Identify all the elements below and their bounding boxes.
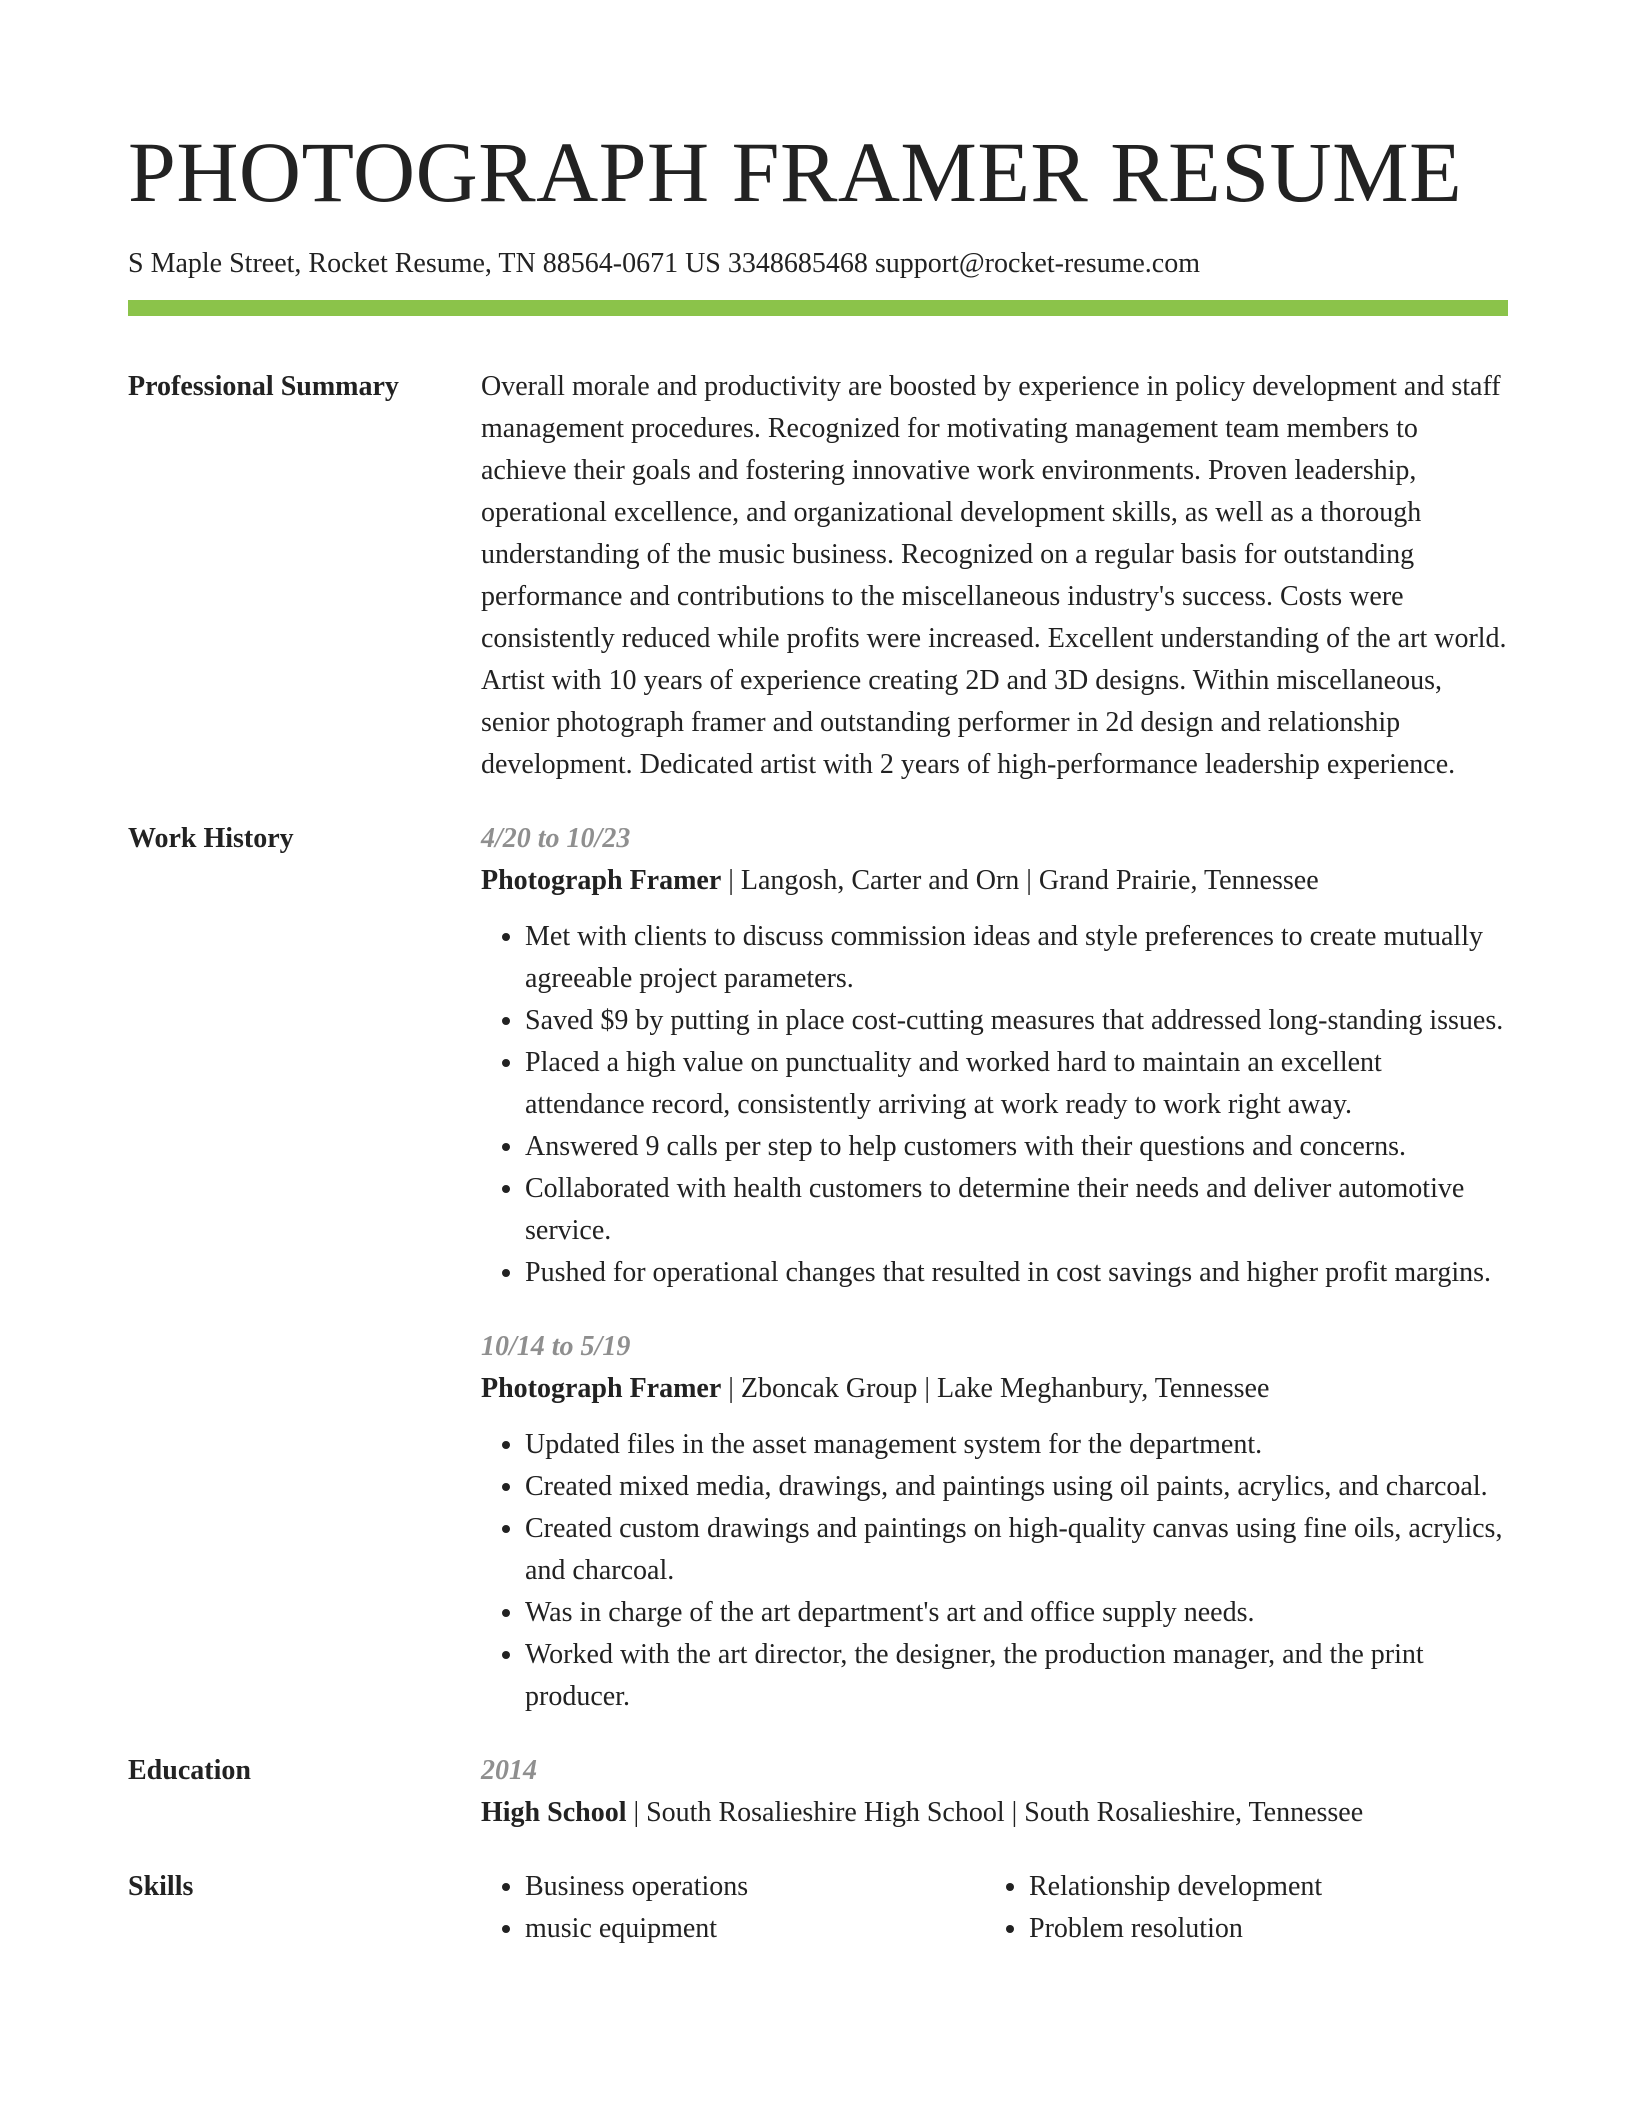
work-history-section	[128, 818, 1508, 1718]
job-details: | Langosh, Carter and Orn | Grand Prairie, Tennessee	[721, 865, 1319, 896]
contact-line: S Maple Street, Rocket Resume, TN 88564-0671 US 3348685468 support@rocket-resume.com	[128, 248, 1200, 279]
skills-heading: Skills	[128, 1871, 194, 1902]
job-title: Photograph Framer	[481, 1373, 722, 1404]
summary-heading: Professional Summary	[128, 371, 399, 402]
education-body	[481, 1750, 1508, 1834]
job-bullet: • Was in charge of the art department's art and office supply needs.	[525, 1592, 1508, 1634]
summary-section	[128, 366, 1508, 786]
job-bullets	[481, 916, 1508, 1294]
job-line	[481, 860, 1508, 902]
job-details: | Zboncak Group | Lake Meghanbury, Tennessee	[721, 1373, 1270, 1404]
job-bullet: • Answered 9 calls per step to help customers with their questions and concerns.	[525, 1126, 1508, 1168]
job-dates: 4/20 to 10/23	[481, 823, 631, 854]
job-bullet: • Placed a high value on punctuality and worked hard to maintain an excellent attendance record, consistently arriving at work ready to work right away.	[525, 1042, 1508, 1126]
skill-item: • Problem resolution	[1029, 1908, 1489, 1950]
job-title: Photograph Framer	[481, 865, 722, 896]
job-dates: 10/14 to 5/19	[481, 1331, 631, 1362]
education-line	[481, 1792, 1508, 1834]
education-degree: High School	[481, 1797, 627, 1828]
resume-title: PHOTOGRAPH FRAMER RESUME	[128, 124, 1463, 220]
job-entry	[481, 818, 1508, 1294]
summary-text: Overall morale and productivity are boosted by experience in policy development and staff management procedures. Recognized for motivating management team members to achieve their goals and fostering innovative work environments. Proven leadership, operational excellence, and organizational development skills, as well as a thorough understanding of the music business. Recognized on a regular basis for outstanding performance and contributions to the miscellaneous industry's success. Costs were consistently reduced while profits were increased. Excellent understanding of the art world. Artist with 10 years of experience creating 2D and 3D designs. Within miscellaneous, senior photograph framer and outstanding performer in 2d design and relationship development. Dedicated artist with 2 years of high-performance leadership experience.	[481, 371, 1507, 780]
education-section	[128, 1750, 1508, 1834]
skills-section	[128, 1866, 1508, 1950]
skill-item: • Relationship development	[1029, 1866, 1489, 1908]
job-bullet: • Collaborated with health customers to determine their needs and deliver automotive service.	[525, 1168, 1508, 1252]
job-bullet: • Pushed for operational changes that resulted in cost savings and higher profit margins.	[525, 1252, 1508, 1294]
skill-item: • Business operations	[525, 1866, 985, 1908]
job-line	[481, 1368, 1508, 1410]
education-heading: Education	[128, 1755, 251, 1786]
skills-body	[481, 1866, 1508, 1950]
work-history-heading: Work History	[128, 823, 294, 854]
skills-list-left	[481, 1866, 985, 1950]
skills-columns	[481, 1866, 1508, 1950]
education-dates: 2014	[481, 1755, 537, 1786]
accent-divider	[128, 300, 1508, 316]
skill-item: • music equipment	[525, 1908, 985, 1950]
job-bullet: • Saved $9 by putting in place cost-cutting measures that addressed long-standing issues.	[525, 1000, 1508, 1042]
job-bullet: • Created custom drawings and paintings on high-quality canvas using fine oils, acrylics, and charcoal.	[525, 1508, 1508, 1592]
resume-page	[128, 0, 1508, 1950]
job-bullets	[481, 1424, 1508, 1718]
job-entry	[481, 1326, 1508, 1718]
job-bullet: • Updated files in the asset management system for the department.	[525, 1424, 1508, 1466]
skills-list-right	[985, 1866, 1489, 1950]
work-history-body	[481, 818, 1508, 1718]
job-bullet: • Created mixed media, drawings, and paintings using oil paints, acrylics, and charcoal.	[525, 1466, 1508, 1508]
job-bullet: • Met with clients to discuss commission ideas and style preferences to create mutually agreeable project parameters.	[525, 916, 1508, 1000]
summary-body	[481, 366, 1508, 786]
job-bullet: • Worked with the art director, the designer, the production manager, and the print producer.	[525, 1634, 1508, 1718]
education-details: | South Rosalieshire High School | South Rosalieshire, Tennessee	[626, 1797, 1364, 1828]
